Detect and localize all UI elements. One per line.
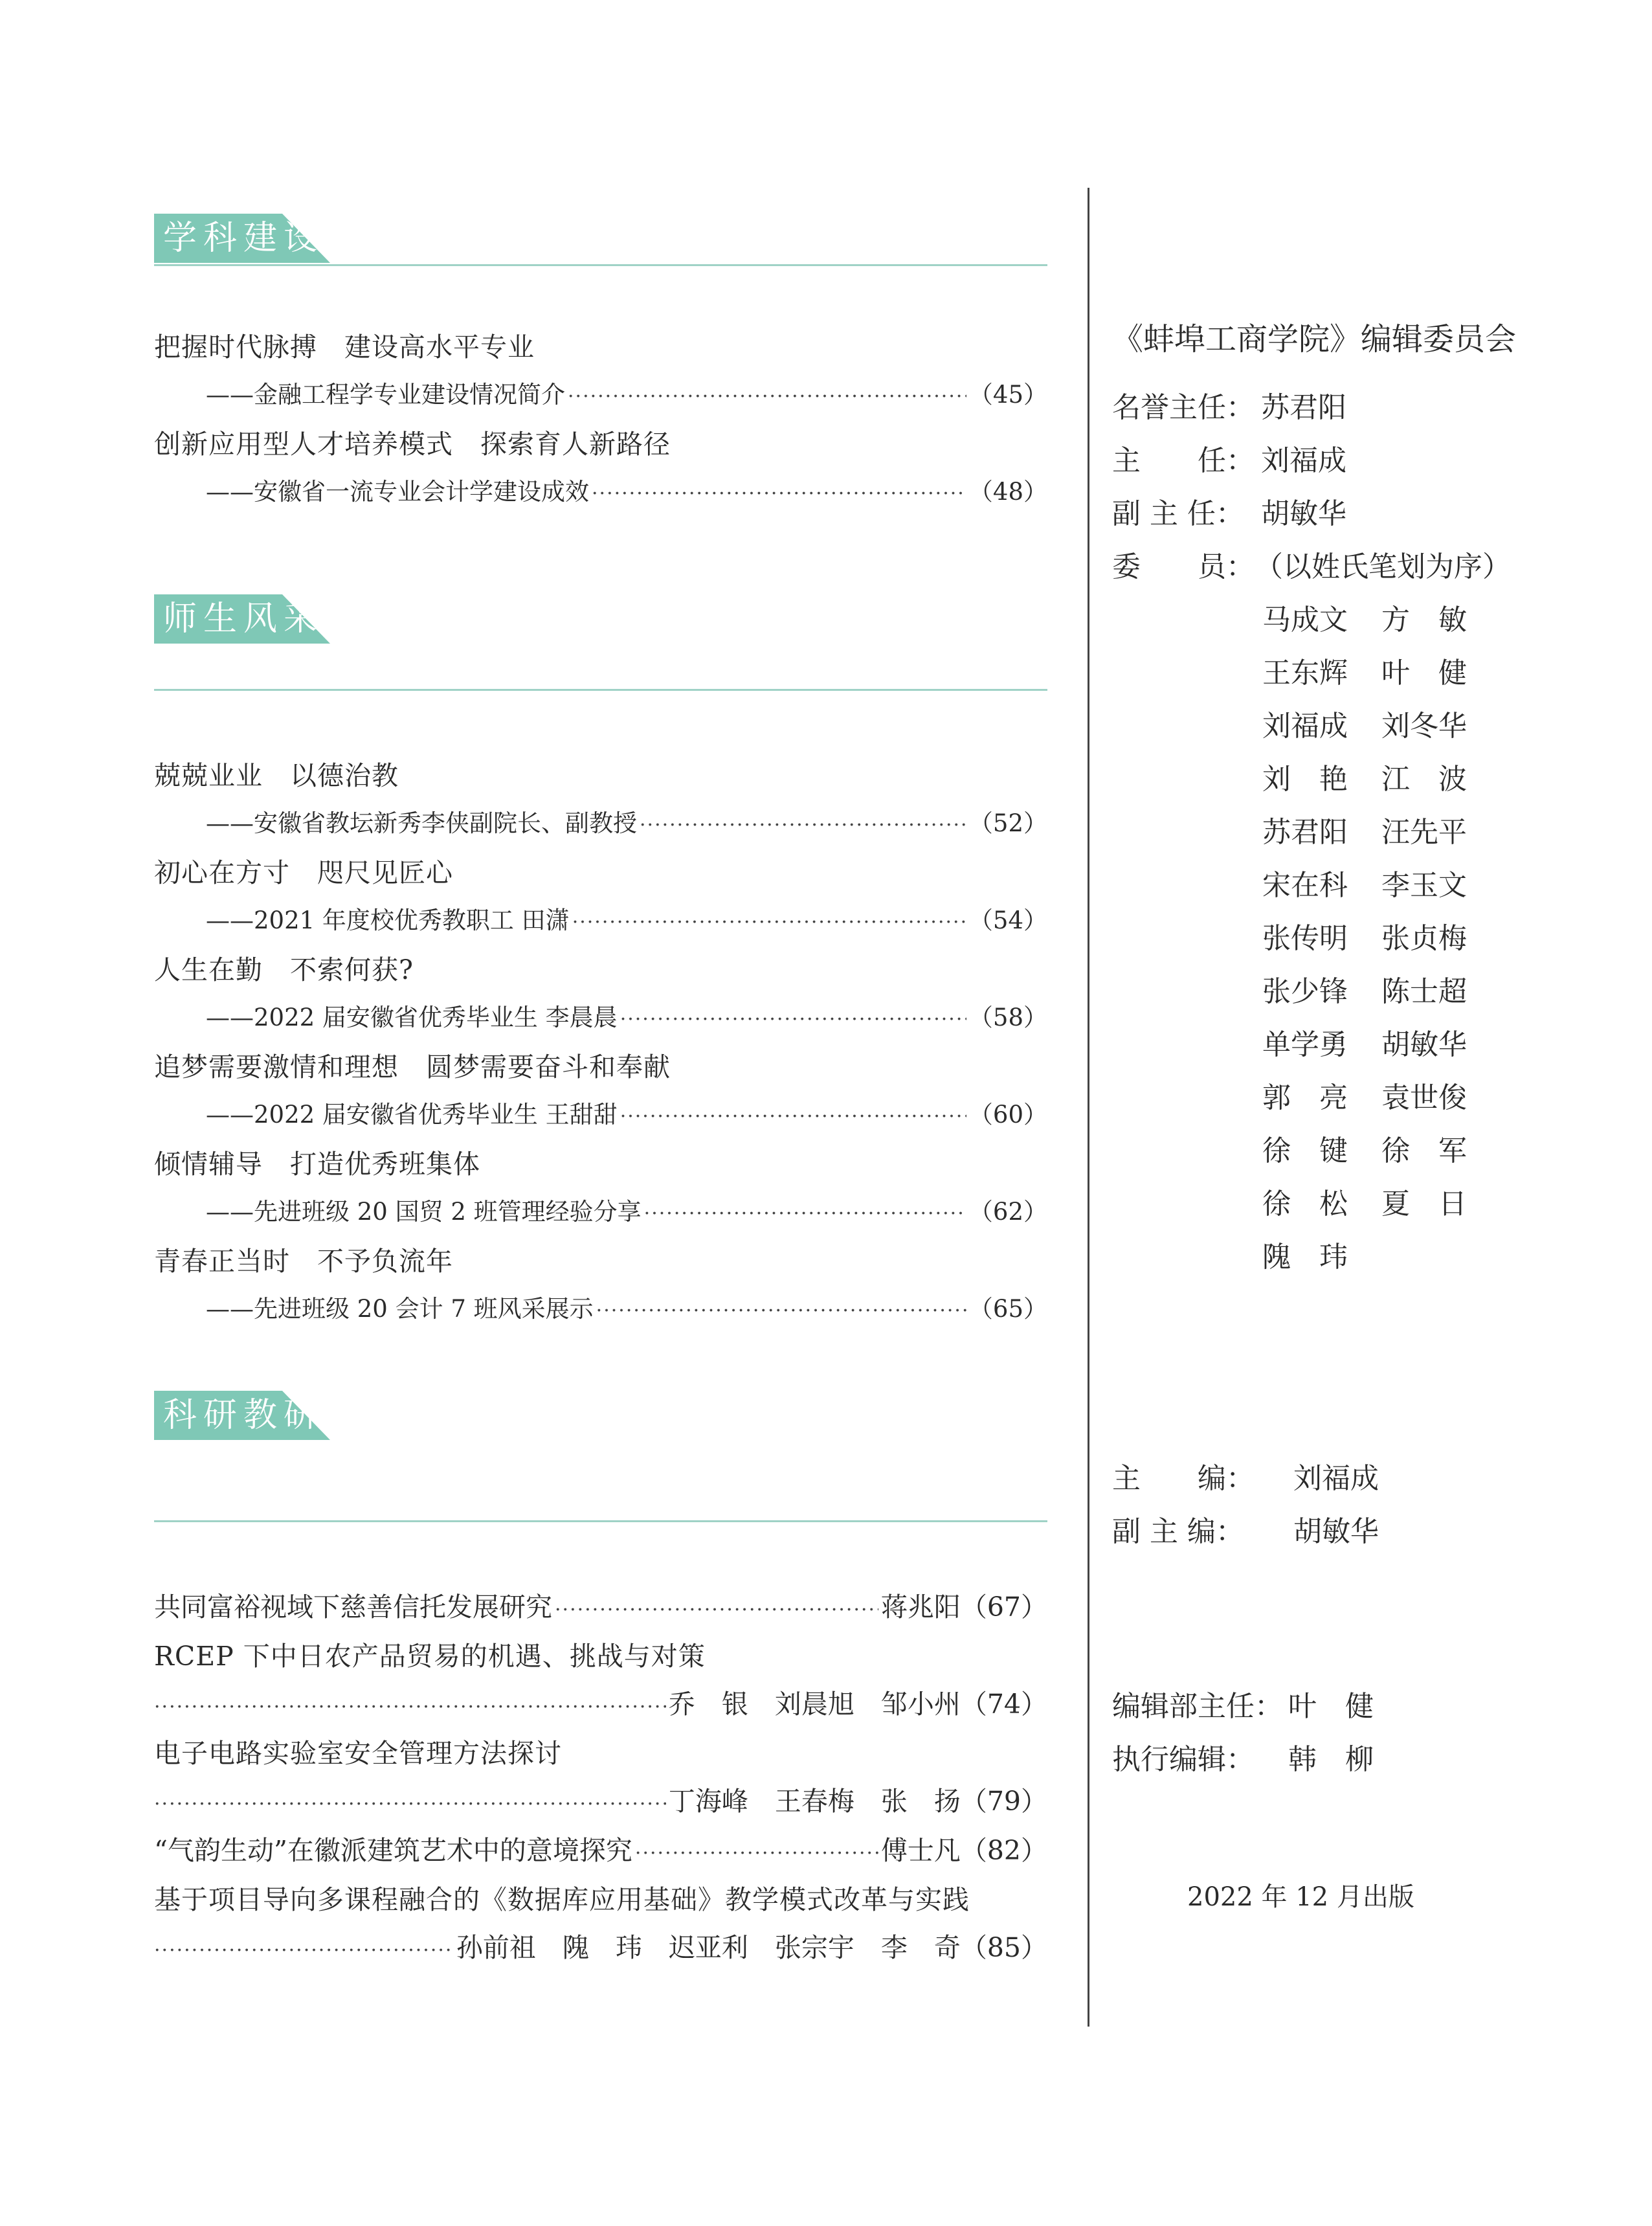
section-rule	[154, 264, 1047, 266]
deputy-chief-editor-name: 胡敏华	[1293, 1515, 1379, 1548]
toc-entry[interactable]	[154, 1832, 1047, 1872]
toc-entry-authors: 孙前祖 隗 玮 迟亚利 张宗宇 李 奇	[456, 1932, 961, 1963]
member-name: 刘 艳	[1262, 763, 1348, 796]
toc-entry-authors: 傅士凡	[880, 1835, 961, 1866]
toc-entry-title[interactable]: 人生在勤 不索何获?	[154, 954, 414, 985]
toc-entry-subtitle[interactable]	[206, 1291, 1047, 1329]
dot-leader	[592, 476, 966, 512]
dot-leader	[555, 1592, 878, 1628]
vice-director-name: 胡敏华	[1261, 497, 1346, 530]
toc-subtitle-text: ——安徽省一流专业会计学建设成效	[206, 478, 589, 506]
toc-subtitle-text: ——2022 届安徽省优秀毕业生 李晨晨	[206, 1004, 618, 1031]
page-number: （60）	[968, 1101, 1047, 1129]
toc-entry-title[interactable]: 兢兢业业 以德治教	[154, 760, 399, 791]
section-rule	[154, 689, 1047, 691]
member-name: 马成文	[1262, 603, 1348, 636]
member-name: 李玉文	[1381, 869, 1467, 902]
toc-entry-authors: 乔 银 刘晨旭 邹小州	[668, 1689, 961, 1720]
toc-subtitle-text: ——先进班级 20 会计 7 班风采展示	[206, 1295, 594, 1323]
member-name: 徐 松	[1262, 1187, 1348, 1220]
page-number: （74）	[960, 1689, 1047, 1720]
member-name: 宋在科	[1262, 869, 1348, 902]
page-number: （79）	[960, 1786, 1047, 1817]
deputy-chief-editor-label: 副 主 编：	[1112, 1515, 1244, 1548]
toc-entry-title[interactable]: RCEP 下中日农产品贸易的机遇、挑战与对策	[154, 1641, 706, 1672]
toc-entry-title[interactable]: 创新应用型人才培养模式 探索育人新路径	[154, 429, 671, 460]
member-name: 方 敏	[1381, 603, 1467, 636]
chief-editor-name: 刘福成	[1293, 1462, 1379, 1495]
page-number: （82）	[960, 1835, 1047, 1866]
member-name: 袁世俊	[1381, 1081, 1467, 1114]
publish-date: 2022 年 12 月出版	[1187, 1882, 1414, 1912]
executive-editor-label: 执行编辑：	[1112, 1743, 1255, 1776]
member-name: 苏君阳	[1262, 816, 1348, 849]
toc-subtitle-text: ——先进班级 20 国贸 2 班管理经验分享	[206, 1198, 642, 1226]
toc-entry-title: “气韵生动”在徽派建筑艺术中的意境探究	[154, 1835, 632, 1866]
director-label: 主 任：	[1112, 444, 1255, 477]
toc-entry[interactable]	[154, 1929, 1047, 1969]
member-name: 郭 亮	[1262, 1081, 1348, 1114]
member-name: 张少锋	[1262, 975, 1348, 1008]
page-number: （85）	[960, 1932, 1047, 1963]
dot-leader	[620, 1002, 966, 1038]
dot-leader	[596, 1293, 966, 1329]
committee-title: 《蚌埠工商学院》编辑委员会	[1112, 321, 1517, 357]
director-name: 刘福成	[1261, 444, 1346, 477]
toc-entry[interactable]	[154, 1589, 1047, 1628]
toc-subtitle-text: ——2022 届安徽省优秀毕业生 王甜甜	[206, 1101, 618, 1129]
toc-entry-subtitle[interactable]	[206, 1097, 1047, 1135]
member-name: 张贞梅	[1381, 922, 1467, 955]
honorary-director-name: 苏君阳	[1261, 391, 1346, 424]
toc-entry-title[interactable]: 基于项目导向多课程融合的《数据库应用基础》教学模式改革与实践	[154, 1884, 970, 1915]
page-number: （45）	[968, 381, 1047, 409]
page-number: （62）	[968, 1198, 1047, 1226]
page-number: （58）	[968, 1004, 1047, 1031]
section-title: 科研教研	[163, 1396, 324, 1435]
chief-editor-label: 主 编：	[1112, 1462, 1255, 1495]
toc-entry[interactable]	[154, 1783, 1047, 1823]
member-name: 汪先平	[1381, 816, 1467, 849]
toc-entry-authors: 丁海峰 王春梅 张 扬	[668, 1786, 961, 1817]
editorial-director-name: 叶 健	[1288, 1690, 1374, 1723]
toc-entry-title[interactable]: 电子电路实验室安全管理方法探讨	[154, 1738, 562, 1769]
editorial-director-label: 编辑部主任：	[1112, 1690, 1283, 1723]
section-title: 学科建设	[163, 219, 324, 258]
toc-subtitle-text: ——金融工程学专业建设情况简介	[206, 381, 565, 409]
toc-entry-title[interactable]: 追梦需要激情和理想 圆梦需要奋斗和奉献	[154, 1051, 671, 1083]
toc-entry-subtitle[interactable]	[206, 474, 1047, 512]
dot-leader	[640, 807, 966, 844]
toc-entry-title[interactable]: 把握时代脉搏 建设高水平专业	[154, 332, 535, 363]
member-name: 隗 玮	[1262, 1241, 1348, 1274]
member-name: 叶 健	[1381, 657, 1467, 690]
toc-subtitle-text: ——安徽省教坛新秀李侠副院长、副教授	[206, 809, 637, 837]
dot-leader	[635, 1836, 878, 1872]
toc-entry-subtitle[interactable]	[206, 377, 1047, 415]
toc-entry-subtitle[interactable]	[206, 903, 1047, 941]
member-name: 徐 键	[1262, 1134, 1348, 1167]
page-number: （52）	[968, 809, 1047, 837]
members-note: （以姓氏笔划为序）	[1255, 550, 1511, 583]
executive-editor-name: 韩 柳	[1288, 1743, 1374, 1776]
member-name: 胡敏华	[1381, 1028, 1467, 1061]
toc-entry-subtitle[interactable]	[206, 1194, 1047, 1232]
member-name: 夏 日	[1381, 1187, 1467, 1220]
member-name: 刘冬华	[1381, 710, 1467, 743]
member-name: 江 波	[1381, 763, 1467, 796]
member-name: 陈士超	[1381, 975, 1467, 1008]
page-number: （54）	[968, 906, 1047, 934]
toc-entry-title[interactable]: 初心在方寸 咫尺见匠心	[154, 857, 453, 888]
members-label: 委 员：	[1112, 550, 1255, 583]
section-title: 师生风采	[163, 600, 324, 638]
toc-entry[interactable]	[154, 1686, 1047, 1726]
dot-leader	[154, 1933, 454, 1969]
member-name: 刘福成	[1262, 710, 1348, 743]
honorary-director-label: 名誉主任：	[1112, 391, 1255, 424]
member-name: 单学勇	[1262, 1028, 1348, 1061]
page-number: （67）	[960, 1591, 1047, 1623]
toc-subtitle-text: ——2021 年度校优秀教职工 田潇	[206, 906, 570, 934]
vice-director-label: 副 主 任：	[1112, 497, 1244, 530]
toc-entry-title[interactable]: 青春正当时 不予负流年	[154, 1246, 453, 1277]
toc-entry-subtitle[interactable]	[206, 805, 1047, 844]
section-rule	[154, 1520, 1047, 1522]
page-number: （48）	[968, 478, 1047, 506]
dot-leader	[154, 1786, 666, 1823]
member-name: 王东辉	[1262, 657, 1348, 690]
dot-leader	[154, 1689, 666, 1726]
dot-leader	[568, 379, 966, 415]
member-name: 徐 军	[1381, 1134, 1467, 1167]
column-divider	[1088, 188, 1089, 2027]
dot-leader	[620, 1099, 966, 1135]
toc-entry-title[interactable]: 倾情辅导 打造优秀班集体	[154, 1149, 480, 1180]
page-number: （65）	[968, 1295, 1047, 1323]
toc-entry-title: 共同富裕视域下慈善信托发展研究	[154, 1591, 552, 1623]
member-name: 张传明	[1262, 922, 1348, 955]
toc-entry-subtitle[interactable]	[206, 1000, 1047, 1038]
dot-leader	[644, 1196, 966, 1232]
toc-entry-authors: 蒋兆阳	[880, 1591, 961, 1623]
dot-leader	[572, 905, 966, 941]
